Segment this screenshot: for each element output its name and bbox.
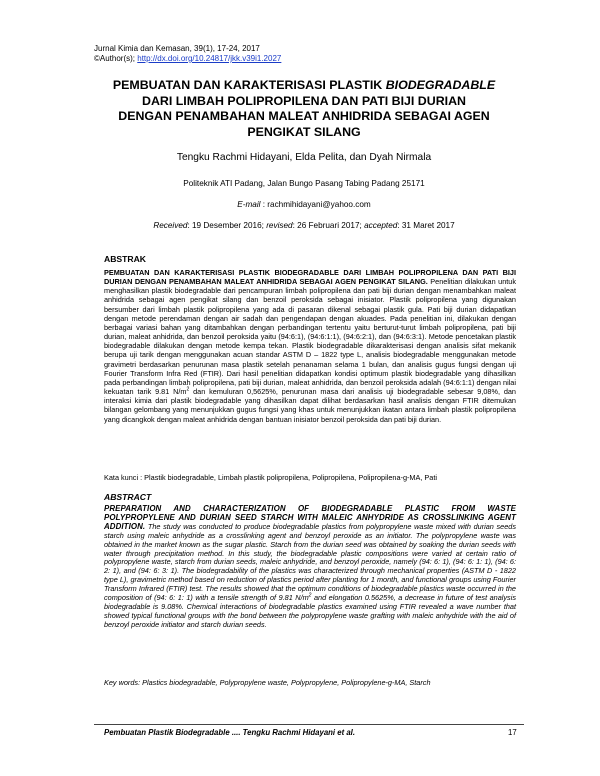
- copyright-line: [94, 54, 281, 64]
- footer-divider: [94, 724, 524, 725]
- abstrak-sup: 2: [186, 386, 190, 393]
- affiliation: Politeknik ATI Padang, Jalan Bungo Pasang Tabing Padang 25171: [183, 179, 425, 188]
- received-label: Received: [153, 221, 188, 230]
- abstract-bold-title: PREPARATION AND CHARACTERIZATION OF BIODEGRADABLE PLASTIC FROM WASTE POLYPROPYLENE AND DURIAN SEED STARCH WITH MALEIC ANHYDRIDE AS CROSSLINKING AGENT ADDITION.: [104, 504, 516, 531]
- email-line: [94, 200, 514, 209]
- copyright-label: ©Author(s);: [94, 54, 138, 63]
- abstract-text-2: and elongation 0.5625%, a decrease in future of test analysis biodegradable is 9.08%. Chemical interactions of biodegradable plastics examined using FTIR revealed a wave number that showed typical functional groups with the bond between the polypropylene waste grafting with maleic anhydride with the aid of benzoyl peroxide initiator and starch durian seeds.: [104, 593, 516, 629]
- doi-link[interactable]: http://dx.doi.org/10.24817/jkk.v39i1.2027: [137, 54, 282, 63]
- abstrak-body: [104, 268, 516, 424]
- email-label: E-mail: [237, 200, 261, 209]
- journal-header: [94, 44, 281, 64]
- abstract-sup: 2: [308, 592, 312, 599]
- journal-citation: Jurnal Kimia dan Kemasan, 39(1), 17-24, 2017: [94, 44, 260, 53]
- dates-line: [94, 221, 514, 230]
- accepted-label: accepted: [364, 221, 398, 230]
- received-date: : 19 Desember 2016;: [187, 221, 267, 230]
- abstrak-text-2: dan kemuluran 0,5625%, penurunan masa dari analisis uji biodegradable sebesar 9,08%, dan interaksi kimia dari plastik biodegradable yang dihasilkan dapat dilihat berdasarkan hasil analisis dengan FTIR ditemukan bilangan gelombang yang menunjukkan gugus fungsi yang khas untuk menunjukkan ikatan antara limbah plastik polipropilena yang dicangkok dengan maleat anhidrida dengan bantuan inisiator benzoil peroksida dan pati biji durian.: [104, 387, 516, 424]
- abstrak-bold-title: PEMBUATAN DAN KARAKTERISASI PLASTIK BIODEGRADABLE DARI LIMBAH POLIPROPILENA DAN PATI BIJI DURIAN DENGAN PENAMBAHAN MALEAT ANHIDRIDA SEBAGAI AGEN PENGIKAT SILANG.: [104, 268, 516, 287]
- abstrak-text: Penelitian dilakukan untuk menghasilkan plastik biodegradable dari pencampuran limbah polipropilena dan pati biji durian dengan menambahkan maleat anhidrida sebagai agen pengikat silang dan benzoil peroksida sebagai inisiator. Plastik polipropilena yang digunakan bersumber dari limbah plastik polipropilena yang ada di pasaran dikenal sebagai plastik gula. Pati biji durian didapatkan dengan metode perendaman dengan air sadah dan pengendapan dengan akuades. Pada penelitian ini, dilakukan dengan berbagai variasi bahan yang ditambahkan dengan perbandingan tertentu yaitu berturut-turut limbah polipropilena, pati biji durian, maleat anhidrida, dan benzoil peroksida yaitu (94:6:1), (94:6:1:1), (94:6:2:1), dan (94:6:3:1). Metode pencetakan plastik biodegradable dilakukan dengan metode kempa tekan. Plastik biodegradable dikarakterisasi dengan analisis sifat mekanik berupa uji tarik dengan menggunakan acuan standar ASTM D – 1822 type L, analisis biodegradable menggunakan metode gravimetri berdasarkan penurunan masa plastik setelah penanaman selama 1 bulan, dan analisis gugus fungsi dengan uji Fourier Transform Infra Red (FTIR). Dari hasil penelitian didapatkan kondisi optimum plastik biodegradable yang dihasilkan pada perbandingan limbah polipropilena, pati biji durian, maleat anhidrida, dan benzoil peroksida adalah (94:6:1:1) dengan nilai kekuatan tarik 9.81 N/m: [104, 277, 517, 397]
- title-part1-italic: BIODEGRADABLE: [385, 78, 496, 92]
- abstract-body: [104, 505, 516, 630]
- title-part2: DARI LIMBAH POLIPROPILENA DAN PATI BIJI DURIAN: [142, 93, 466, 108]
- kata-kunci: Kata kunci : Plastik biodegradable, Limbah plastik polipropilena, Polipropilena, Polipropilena-g-MA, Pati: [104, 473, 438, 482]
- keywords: Key words: Plastics biodegradable, Polypropylene waste, Polypropylene, Polipropylene-g-MA, Starch: [104, 678, 431, 687]
- abstrak-heading: ABSTRAK: [104, 254, 147, 264]
- page-number: 17: [508, 728, 517, 737]
- revised-date: : 26 Februari 2017;: [292, 221, 365, 230]
- paper-title: [94, 78, 514, 140]
- email-value: : rachmihidayani@yahoo.com: [260, 200, 371, 209]
- title-part4: PENGIKAT SILANG: [247, 124, 361, 139]
- running-title: Pembuatan Plastik Biodegradable .... Tengku Rachmi Hidayani et al.: [104, 728, 356, 737]
- accepted-date: : 31 Maret 2017: [397, 221, 455, 230]
- abstract-heading: ABSTRACT: [104, 492, 152, 502]
- authors: Tengku Rachmi Hidayani, Elda Pelita, dan Dyah Nirmala: [176, 152, 432, 163]
- title-part1: PEMBUATAN DAN KARAKTERISASI PLASTIK: [112, 78, 386, 92]
- revised-label: revised: [266, 221, 293, 230]
- title-part3: DENGAN PENAMBAHAN MALEAT ANHIDRIDA SEBAGAI AGEN: [118, 109, 490, 123]
- abstract-text: The study was conducted to produce biodegradable plastics from polypropylene waste mixed with durian seeds starch using maleic anhydride as a crosslinking agent and benzoyl peroxide as an initiator. The polypropylene waste was obtained in the market known as the sugar plastic. Starch from the durian seed was obtained by soaking the durian seeds with water through precipitation method. In this study, the biodegradable plastic compositions were varied at certain ratio of polypropylene waste, starch from durian seeds, maleic anhydride, and benzoyl peroxide, namely (94: 6: 1), (94: 6: 1: 1), (94: 6: 2: 1), and (94: 6: 3: 1). The biodegradability of the plastics was characterized through mechanical properties (ASTM D - 1822 type L), gravimetric method based on reduction of plastics period after planting for 1 month, and functional groups using Fourier Transform Infrared (FTIR) test. The results showed that the optimum conditions of biodegradable plastics waste occurred in the composition of (94: 6: 1: 1) with a tensile strength of 9.81 N/m: [104, 521, 516, 603]
